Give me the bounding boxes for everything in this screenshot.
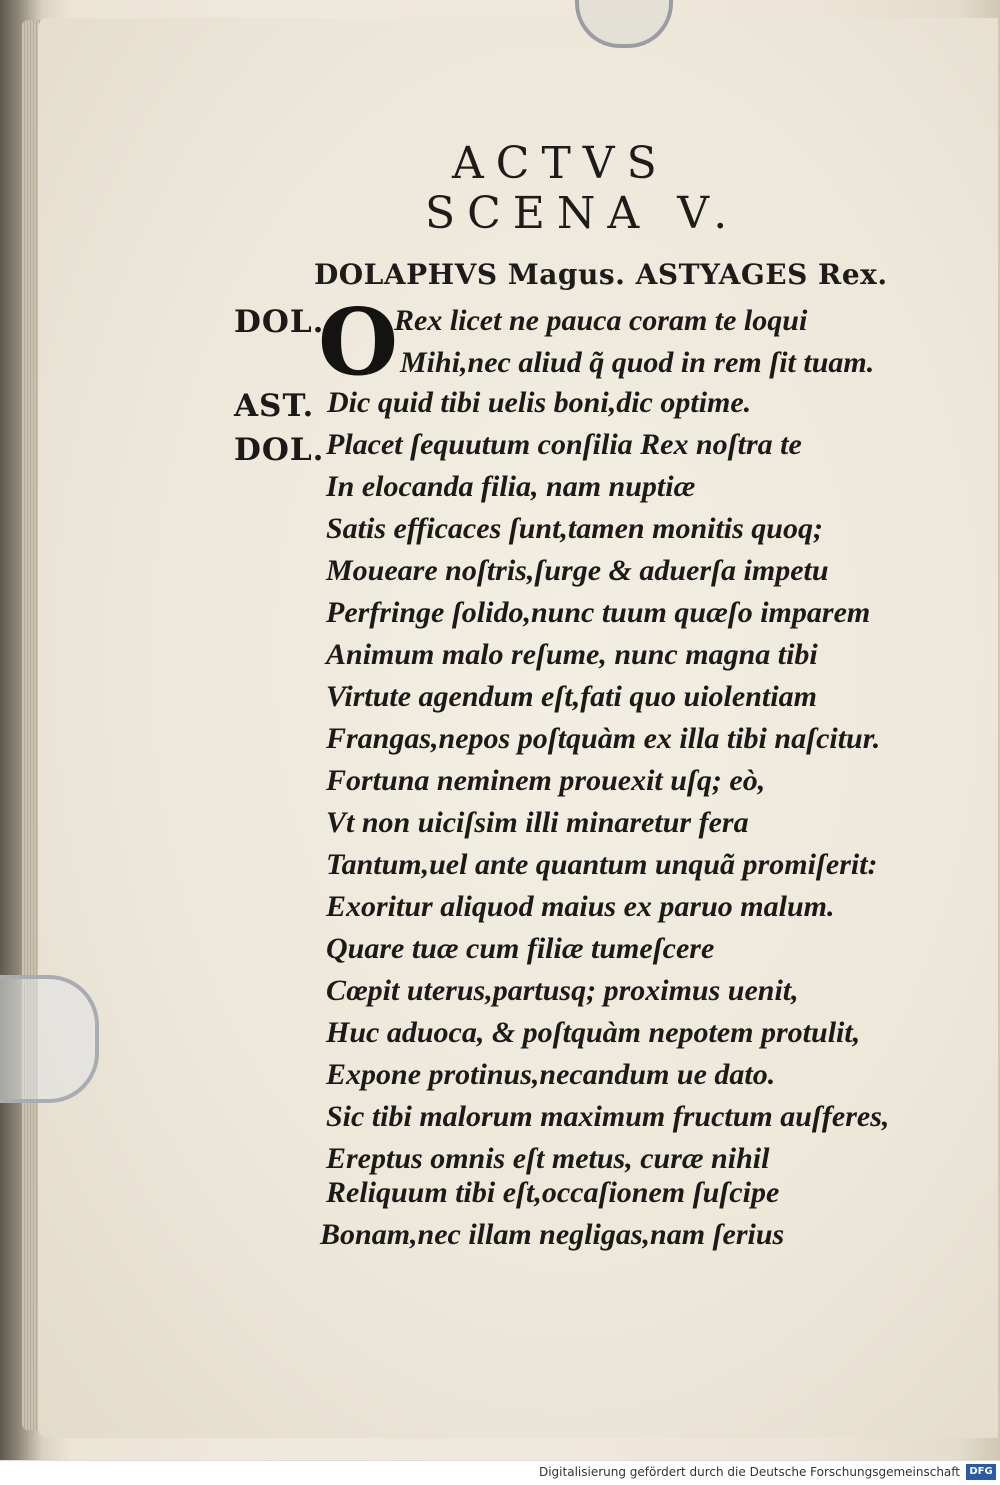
scene-heading: SCENA V. [425,188,740,239]
verse-line: Bonam,nec illam negligas,nam ſerius [320,1218,785,1251]
verse-line: Sic tibi malorum maximum fructum auſferes, [326,1100,890,1133]
verse-line: Mihi,nec aliud q̃ quod in rem ſit tuam. [400,346,875,379]
verse-line: Satis efficaces ſunt,tamen monitis quoq; [326,512,823,545]
act-heading: ACTVS [452,138,669,189]
verse-line: Animum malo reſume, nunc magna tibi [326,638,818,671]
footer-bar [0,1460,1000,1485]
speaker-ast: AST. [234,388,315,424]
verse-line: Cœpit uterus,partusq; proximus uenit, [326,974,799,1007]
decorated-initial: O [318,288,399,396]
verse-line: Moueare noſtris,ſurge & aduerſa impetu [326,554,829,587]
dramatis-personae: DOLAPHVS Magus. ASTYAGES Rex. [314,258,888,291]
verse-line: Fortuna neminem prouexit uſq; eò, [326,764,766,797]
verse-line: Placet ſequutum conſilia Rex noſtra te [326,428,802,461]
verse-line: Exoritur aliquod maius ex paruo malum. [326,890,835,923]
verse-line: Quare tuæ cum filiæ tumeſcere [326,932,715,965]
speaker-dol-2: DOL. [234,432,325,468]
verse-line: Perfringe ſolido,nunc tuum quæſo imparem [326,596,871,629]
speaker-dol-1: DOL. [234,304,325,340]
verse-line: Tantum,uel ante quantum unquã promiſerit: [326,848,878,881]
verse-line: Rex licet ne pauca coram te loqui [394,304,808,337]
dfg-logo: DFG [966,1464,996,1480]
verse-line: Frangas,nepos poſtquàm ex illa tibi naſcitur. [326,722,881,755]
verse-line: Virtute agendum eſt,fati quo uiolentiam [326,680,817,713]
verse-line: Dic quid tibi uelis boni,dic optime. [327,386,752,419]
verse-line: Vt non uiciſsim illi minaretur fera [326,806,749,839]
verse-line: Expone protinus,necandum ue dato. [326,1058,776,1091]
verse-line: Huc aduoca, & poſtquàm nepotem protulit, [326,1016,861,1049]
verse-line: In elocanda filia, nam nuptiæ [326,470,696,503]
funding-credit: Digitalisierung gefördert durch die Deutsche Forschungsgemeinschaft [538,1465,960,1479]
verse-line: Ereptus omnis eſt metus, curæ nihil [326,1142,770,1175]
verse-line: Reliquum tibi eſt,occaſionem ſuſcipe [326,1176,780,1209]
